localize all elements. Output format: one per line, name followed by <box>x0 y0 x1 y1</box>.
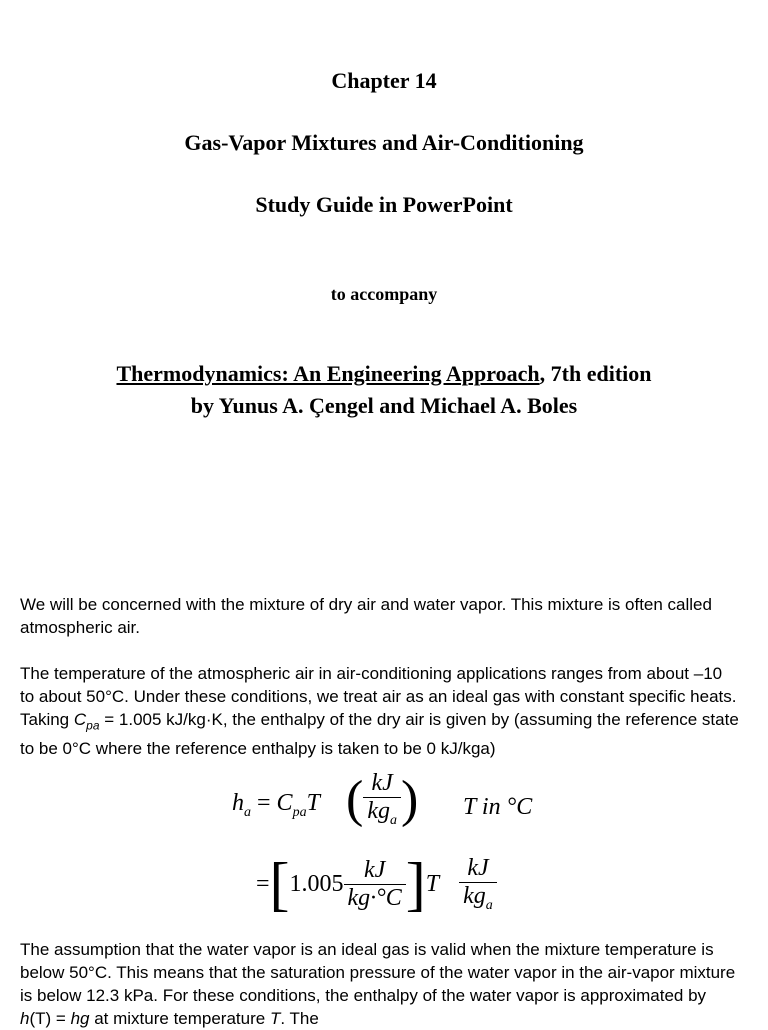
eq2-equals: = <box>256 871 270 897</box>
p3-h: h <box>20 1009 30 1028</box>
eq-h: h <box>232 790 244 816</box>
eq-unit-paren: ( $\frac{kJ}{kg_a}$ ) <box>346 770 419 828</box>
eq-equals: = <box>257 790 271 816</box>
eq2-unit-num: kJ <box>459 855 497 883</box>
eq2-coef: 1.005 <box>289 871 344 897</box>
eq-c: C <box>276 790 293 816</box>
p3-t2: T <box>269 1009 281 1028</box>
eq2-coef-fraction <box>344 857 406 912</box>
eq-unit-fraction <box>363 770 401 829</box>
eq2-unit-fraction <box>459 855 497 914</box>
eq-unit-den-sub: a <box>389 813 397 828</box>
eq-c-sub: pa <box>292 805 307 820</box>
enthalpy-equation-line2: =[1.005 $\frac{kJ}{kg\cdot^\circ C}$ ]T $\frac{kJ}{kg_a}$ <box>256 850 497 919</box>
eq2-unit-den: kg <box>463 883 486 909</box>
study-guide-heading: Study Guide in PowerPoint <box>255 192 513 217</box>
eq-unit-num: kJ <box>363 770 401 798</box>
eq2-coef-num: kJ <box>344 857 406 885</box>
p2-text-2: = 1.005 kJ/kg·K, the enthalpy of the dry air is given by (assuming the reference state to be 0°C where the reference enthalpy is taken to be 0 kJ/kga) <box>20 710 739 759</box>
book-edition: , 7th edition <box>539 361 652 386</box>
accompany-text: to accompany <box>330 284 438 304</box>
p2-var-sub: pa <box>86 718 100 733</box>
chapter-heading: Chapter 14 <box>331 68 437 93</box>
eq-temperature-note <box>463 794 532 821</box>
eq-note-t: T <box>463 794 476 820</box>
eq-unit-den: kg <box>367 798 390 824</box>
p2-text-1: The temperature of the atmospheric air in air-conditioning applications ranges from about –10 to about 50°C. Under these conditions, we treat air as an ideal gas with constant specific heats. Taking <box>20 664 737 729</box>
p3-t: (T) <box>29 1009 52 1028</box>
p2-var-c: C <box>73 710 87 729</box>
p3-hg: hg <box>70 1009 90 1028</box>
eq-t: T <box>306 790 320 816</box>
paragraph-water-vapor <box>20 938 740 1030</box>
eq2-coef-den: kg·°C <box>347 885 402 911</box>
paragraph-temperature <box>20 662 740 760</box>
p3-text-1: The assumption that the water vapor is an ideal gas is valid when the mixture temperature is below 50°C. This means that the saturation pressure of the water vapor in the air-vapor mixture is below 12.3 kPa. For these conditions, the enthalpy of the water vapor is approximated by <box>20 940 736 1005</box>
p3-text-2: at mixture temperature <box>89 1009 270 1028</box>
eq2-unit-den-sub: a <box>485 898 493 913</box>
eq2-t: T <box>425 871 440 897</box>
eq-note-unit: °C <box>506 794 533 820</box>
chapter-subject: Gas-Vapor Mixtures and Air-Conditioning <box>184 130 584 155</box>
book-title: Thermodynamics: An Engineering Approach <box>116 361 540 386</box>
eq-h-sub: a <box>244 805 251 820</box>
enthalpy-equation-line1 <box>232 790 320 821</box>
eq-note-in: in <box>481 794 501 820</box>
book-line <box>0 361 768 387</box>
paragraph-intro: We will be concerned with the mixture of dry air and water vapor. This mixture is often called atmospheric air. <box>20 595 712 637</box>
p3-eq: = <box>51 1009 71 1028</box>
authors-line: by Yunus A. Çengel and Michael A. Boles <box>190 393 578 418</box>
p3-text-3: . The <box>280 1009 319 1028</box>
